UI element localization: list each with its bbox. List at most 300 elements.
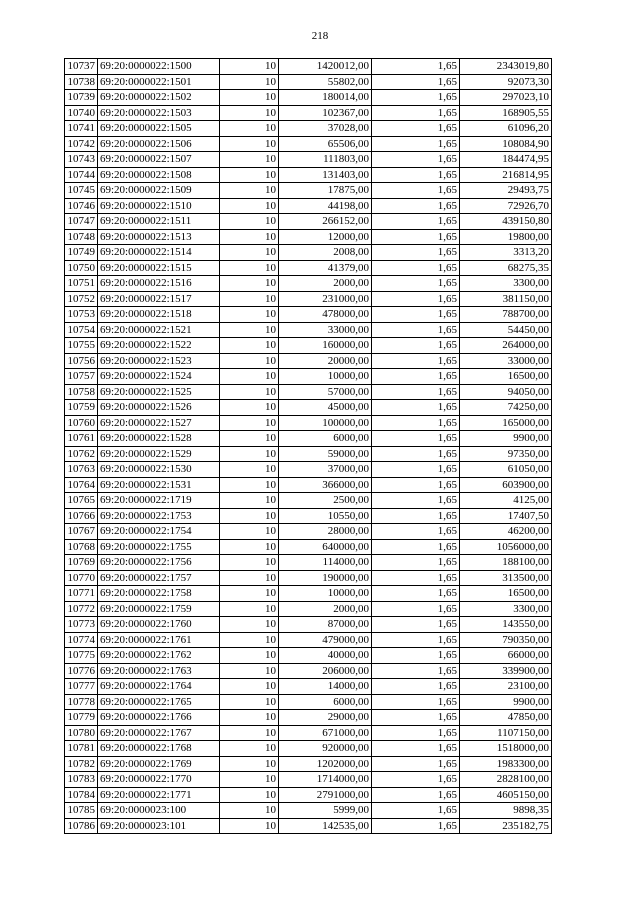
row-number-cell: 10757	[65, 369, 98, 385]
category-code-cell: 10	[220, 307, 279, 323]
page-number: 218	[311, 30, 329, 42]
cadastral-number-cell: 69:20:0000022:1769	[98, 756, 220, 772]
category-code-cell: 10	[220, 353, 279, 369]
table-row	[65, 74, 552, 90]
category-code-cell: 10	[220, 291, 279, 307]
area-cell: 2008,00	[279, 245, 372, 261]
category-code-cell: 10	[220, 493, 279, 509]
area-cell: 114000,00	[279, 555, 372, 571]
area-cell: 12000,00	[279, 229, 372, 245]
row-number-cell: 10780	[65, 725, 98, 741]
cadastral-number-cell: 69:20:0000022:1523	[98, 353, 220, 369]
cadastral-number-cell: 69:20:0000022:1753	[98, 508, 220, 524]
cadastral-number-cell: 69:20:0000022:1511	[98, 214, 220, 230]
category-code-cell: 10	[220, 183, 279, 199]
row-number-cell: 10785	[65, 803, 98, 819]
cadastral-number-cell: 69:20:0000022:1516	[98, 276, 220, 292]
cadastral-number-cell: 69:20:0000023:101	[98, 818, 220, 834]
category-code-cell: 10	[220, 74, 279, 90]
rate-cell: 1,65	[372, 617, 460, 633]
cadastral-number-cell: 69:20:0000022:1517	[98, 291, 220, 307]
category-code-cell: 10	[220, 586, 279, 602]
cadastral-number-cell: 69:20:0000022:1761	[98, 632, 220, 648]
category-code-cell: 10	[220, 198, 279, 214]
rate-cell: 1,65	[372, 679, 460, 695]
cadastral-number-cell: 69:20:0000022:1505	[98, 121, 220, 137]
table-row	[65, 307, 552, 323]
row-number-cell: 10761	[65, 431, 98, 447]
table-row	[65, 446, 552, 462]
rate-cell: 1,65	[372, 694, 460, 710]
table-row	[65, 121, 552, 137]
row-number-cell: 10774	[65, 632, 98, 648]
cadastral-number-cell: 69:20:0000022:1757	[98, 570, 220, 586]
table-row	[65, 710, 552, 726]
category-code-cell: 10	[220, 694, 279, 710]
table-row	[65, 663, 552, 679]
cadastral-number-cell: 69:20:0000022:1529	[98, 446, 220, 462]
table-row	[65, 818, 552, 834]
category-code-cell: 10	[220, 818, 279, 834]
cadastral-value-cell: 61050,00	[460, 462, 552, 478]
cadastral-number-cell: 69:20:0000022:1518	[98, 307, 220, 323]
rate-cell: 1,65	[372, 400, 460, 416]
table-row	[65, 338, 552, 354]
category-code-cell: 10	[220, 648, 279, 664]
cadastral-value-cell: 313500,00	[460, 570, 552, 586]
cadastral-value-cell: 66000,00	[460, 648, 552, 664]
cadastral-number-cell: 69:20:0000022:1758	[98, 586, 220, 602]
area-cell: 59000,00	[279, 446, 372, 462]
row-number-cell: 10778	[65, 694, 98, 710]
area-cell: 37000,00	[279, 462, 372, 478]
cadastral-value-cell: 3300,00	[460, 276, 552, 292]
row-number-cell: 10775	[65, 648, 98, 664]
row-number-cell: 10770	[65, 570, 98, 586]
row-number-cell: 10747	[65, 214, 98, 230]
cadastral-number-cell: 69:20:0000022:1509	[98, 183, 220, 199]
area-cell: 478000,00	[279, 307, 372, 323]
rate-cell: 1,65	[372, 152, 460, 168]
table-body	[65, 59, 552, 834]
cadastral-value-cell: 188100,00	[460, 555, 552, 571]
cadastral-number-cell: 69:20:0000022:1754	[98, 524, 220, 540]
row-number-cell: 10752	[65, 291, 98, 307]
cadastral-value-cell: 1056000,00	[460, 539, 552, 555]
cadastral-number-cell: 69:20:0000022:1513	[98, 229, 220, 245]
cadastral-value-cell: 9900,00	[460, 431, 552, 447]
row-number-cell: 10781	[65, 741, 98, 757]
rate-cell: 1,65	[372, 493, 460, 509]
row-number-cell: 10744	[65, 167, 98, 183]
cadastral-number-cell: 69:20:0000022:1503	[98, 105, 220, 121]
cadastral-value-cell: 1518000,00	[460, 741, 552, 757]
cadastral-number-cell: 69:20:0000022:1528	[98, 431, 220, 447]
row-number-cell: 10764	[65, 477, 98, 493]
cadastral-value-cell: 19800,00	[460, 229, 552, 245]
cadastral-number-cell: 69:20:0000022:1530	[98, 462, 220, 478]
rate-cell: 1,65	[372, 756, 460, 772]
row-number-cell: 10782	[65, 756, 98, 772]
rate-cell: 1,65	[372, 384, 460, 400]
row-number-cell: 10746	[65, 198, 98, 214]
category-code-cell: 10	[220, 756, 279, 772]
table-row	[65, 601, 552, 617]
row-number-cell: 10773	[65, 617, 98, 633]
cadastral-number-cell: 69:20:0000022:1526	[98, 400, 220, 416]
row-number-cell: 10756	[65, 353, 98, 369]
category-code-cell: 10	[220, 617, 279, 633]
cadastral-number-cell: 69:20:0000022:1766	[98, 710, 220, 726]
cadastral-number-cell: 69:20:0000022:1521	[98, 322, 220, 338]
row-number-cell: 10786	[65, 818, 98, 834]
rate-cell: 1,65	[372, 648, 460, 664]
category-code-cell: 10	[220, 632, 279, 648]
row-number-cell: 10737	[65, 59, 98, 75]
cadastral-value-cell: 3313,20	[460, 245, 552, 261]
cadastral-value-cell: 33000,00	[460, 353, 552, 369]
area-cell: 142535,00	[279, 818, 372, 834]
row-number-cell: 10768	[65, 539, 98, 555]
cadastral-value-cell: 23100,00	[460, 679, 552, 695]
table-row	[65, 198, 552, 214]
area-cell: 10000,00	[279, 586, 372, 602]
table-row	[65, 787, 552, 803]
category-code-cell: 10	[220, 338, 279, 354]
category-code-cell: 10	[220, 105, 279, 121]
cadastral-number-cell: 69:20:0000022:1760	[98, 617, 220, 633]
area-cell: 206000,00	[279, 663, 372, 679]
rate-cell: 1,65	[372, 214, 460, 230]
cadastral-number-cell: 69:20:0000022:1755	[98, 539, 220, 555]
rate-cell: 1,65	[372, 524, 460, 540]
table-row	[65, 648, 552, 664]
cadastral-number-cell: 69:20:0000022:1524	[98, 369, 220, 385]
area-cell: 1420012,00	[279, 59, 372, 75]
cadastral-value-cell: 72926,70	[460, 198, 552, 214]
row-number-cell: 10771	[65, 586, 98, 602]
rate-cell: 1,65	[372, 291, 460, 307]
cadastral-value-cell: 168905,55	[460, 105, 552, 121]
category-code-cell: 10	[220, 772, 279, 788]
category-code-cell: 10	[220, 369, 279, 385]
table-row	[65, 353, 552, 369]
cadastral-value-cell: 143550,00	[460, 617, 552, 633]
category-code-cell: 10	[220, 570, 279, 586]
row-number-cell: 10760	[65, 415, 98, 431]
row-number-cell: 10749	[65, 245, 98, 261]
cadastral-value-cell: 216814,95	[460, 167, 552, 183]
category-code-cell: 10	[220, 679, 279, 695]
rate-cell: 1,65	[372, 276, 460, 292]
table-row	[65, 245, 552, 261]
category-code-cell: 10	[220, 663, 279, 679]
rate-cell: 1,65	[372, 462, 460, 478]
area-cell: 57000,00	[279, 384, 372, 400]
cadastral-number-cell: 69:20:0000022:1501	[98, 74, 220, 90]
rate-cell: 1,65	[372, 338, 460, 354]
table-row	[65, 632, 552, 648]
category-code-cell: 10	[220, 214, 279, 230]
category-code-cell: 10	[220, 229, 279, 245]
area-cell: 6000,00	[279, 431, 372, 447]
category-code-cell: 10	[220, 59, 279, 75]
category-code-cell: 10	[220, 121, 279, 137]
row-number-cell: 10755	[65, 338, 98, 354]
cadastral-value-cell: 235182,75	[460, 818, 552, 834]
table-row	[65, 756, 552, 772]
rate-cell: 1,65	[372, 508, 460, 524]
cadastral-number-cell: 69:20:0000022:1506	[98, 136, 220, 152]
area-cell: 5999,00	[279, 803, 372, 819]
cadastral-value-cell: 1107150,00	[460, 725, 552, 741]
row-number-cell: 10745	[65, 183, 98, 199]
rate-cell: 1,65	[372, 198, 460, 214]
cadastral-number-cell: 69:20:0000022:1527	[98, 415, 220, 431]
table-row	[65, 694, 552, 710]
rate-cell: 1,65	[372, 59, 460, 75]
rate-cell: 1,65	[372, 803, 460, 819]
rate-cell: 1,65	[372, 710, 460, 726]
table-row	[65, 462, 552, 478]
cadastral-value-cell: 297023,10	[460, 90, 552, 106]
table-row	[65, 508, 552, 524]
row-number-cell: 10758	[65, 384, 98, 400]
cadastral-number-cell: 69:20:0000022:1764	[98, 679, 220, 695]
table-row	[65, 555, 552, 571]
table-row	[65, 772, 552, 788]
area-cell: 28000,00	[279, 524, 372, 540]
table-row	[65, 260, 552, 276]
table-row	[65, 524, 552, 540]
row-number-cell: 10750	[65, 260, 98, 276]
cadastral-value-cell: 17407,50	[460, 508, 552, 524]
category-code-cell: 10	[220, 787, 279, 803]
area-cell: 40000,00	[279, 648, 372, 664]
category-code-cell: 10	[220, 555, 279, 571]
cadastral-number-cell: 69:20:0000022:1522	[98, 338, 220, 354]
cadastral-value-cell: 94050,00	[460, 384, 552, 400]
area-cell: 29000,00	[279, 710, 372, 726]
rate-cell: 1,65	[372, 105, 460, 121]
cadastral-value-cell: 108084,90	[460, 136, 552, 152]
row-number-cell: 10738	[65, 74, 98, 90]
cadastral-value-cell: 381150,00	[460, 291, 552, 307]
cadastral-value-cell: 47850,00	[460, 710, 552, 726]
category-code-cell: 10	[220, 90, 279, 106]
table-row	[65, 431, 552, 447]
category-code-cell: 10	[220, 741, 279, 757]
table-row	[65, 214, 552, 230]
row-number-cell: 10739	[65, 90, 98, 106]
area-cell: 17875,00	[279, 183, 372, 199]
row-number-cell: 10759	[65, 400, 98, 416]
rate-cell: 1,65	[372, 229, 460, 245]
cadastral-number-cell: 69:20:0000022:1759	[98, 601, 220, 617]
table-row	[65, 291, 552, 307]
category-code-cell: 10	[220, 601, 279, 617]
row-number-cell: 10742	[65, 136, 98, 152]
rate-cell: 1,65	[372, 601, 460, 617]
category-code-cell: 10	[220, 803, 279, 819]
rate-cell: 1,65	[372, 570, 460, 586]
table-row	[65, 679, 552, 695]
area-cell: 479000,00	[279, 632, 372, 648]
row-number-cell: 10753	[65, 307, 98, 323]
cadastral-number-cell: 69:20:0000022:1525	[98, 384, 220, 400]
rate-cell: 1,65	[372, 632, 460, 648]
cadastral-number-cell: 69:20:0000022:1515	[98, 260, 220, 276]
area-cell: 100000,00	[279, 415, 372, 431]
category-code-cell: 10	[220, 322, 279, 338]
cadastral-value-cell: 9898,35	[460, 803, 552, 819]
cadastral-value-cell: 92073,30	[460, 74, 552, 90]
table-row	[65, 136, 552, 152]
cadastral-value-cell: 54450,00	[460, 322, 552, 338]
cadastral-value-cell: 97350,00	[460, 446, 552, 462]
table-row	[65, 152, 552, 168]
table-row	[65, 276, 552, 292]
row-number-cell: 10779	[65, 710, 98, 726]
cadastral-number-cell: 69:20:0000022:1507	[98, 152, 220, 168]
area-cell: 231000,00	[279, 291, 372, 307]
area-cell: 266152,00	[279, 214, 372, 230]
row-number-cell: 10763	[65, 462, 98, 478]
table-row	[65, 229, 552, 245]
row-number-cell: 10777	[65, 679, 98, 695]
cadastral-value-table	[64, 58, 552, 834]
cadastral-number-cell: 69:20:0000022:1510	[98, 198, 220, 214]
cadastral-number-cell: 69:20:0000023:100	[98, 803, 220, 819]
cadastral-number-cell: 69:20:0000022:1531	[98, 477, 220, 493]
cadastral-value-cell: 339900,00	[460, 663, 552, 679]
cadastral-value-cell: 790350,00	[460, 632, 552, 648]
cadastral-value-cell: 61096,20	[460, 121, 552, 137]
category-code-cell: 10	[220, 245, 279, 261]
rate-cell: 1,65	[372, 74, 460, 90]
table-row	[65, 586, 552, 602]
cadastral-value-cell: 46200,00	[460, 524, 552, 540]
area-cell: 131403,00	[279, 167, 372, 183]
cadastral-value-cell: 788700,00	[460, 307, 552, 323]
category-code-cell: 10	[220, 276, 279, 292]
cadastral-value-cell: 3300,00	[460, 601, 552, 617]
area-cell: 65506,00	[279, 136, 372, 152]
rate-cell: 1,65	[372, 586, 460, 602]
area-cell: 920000,00	[279, 741, 372, 757]
cadastral-number-cell: 69:20:0000022:1508	[98, 167, 220, 183]
area-cell: 1714000,00	[279, 772, 372, 788]
table-row	[65, 90, 552, 106]
table-row	[65, 322, 552, 338]
table-row	[65, 725, 552, 741]
rate-cell: 1,65	[372, 663, 460, 679]
cadastral-value-cell: 4605150,00	[460, 787, 552, 803]
row-number-cell: 10767	[65, 524, 98, 540]
cadastral-number-cell: 69:20:0000022:1502	[98, 90, 220, 106]
area-cell: 45000,00	[279, 400, 372, 416]
rate-cell: 1,65	[372, 446, 460, 462]
cadastral-value-cell: 165000,00	[460, 415, 552, 431]
category-code-cell: 10	[220, 152, 279, 168]
cadastral-value-cell: 603900,00	[460, 477, 552, 493]
area-cell: 14000,00	[279, 679, 372, 695]
table-row	[65, 400, 552, 416]
rate-cell: 1,65	[372, 183, 460, 199]
table-row	[65, 384, 552, 400]
table-row	[65, 167, 552, 183]
cadastral-value-cell: 16500,00	[460, 586, 552, 602]
rate-cell: 1,65	[372, 539, 460, 555]
area-cell: 2791000,00	[279, 787, 372, 803]
table-row	[65, 105, 552, 121]
table-row	[65, 803, 552, 819]
table-row	[65, 415, 552, 431]
area-cell: 190000,00	[279, 570, 372, 586]
cadastral-number-cell: 69:20:0000022:1768	[98, 741, 220, 757]
cadastral-value-cell: 74250,00	[460, 400, 552, 416]
area-cell: 10000,00	[279, 369, 372, 385]
row-number-cell: 10783	[65, 772, 98, 788]
rate-cell: 1,65	[372, 167, 460, 183]
cadastral-number-cell: 69:20:0000022:1763	[98, 663, 220, 679]
area-cell: 2000,00	[279, 601, 372, 617]
row-number-cell: 10740	[65, 105, 98, 121]
area-cell: 10550,00	[279, 508, 372, 524]
area-cell: 160000,00	[279, 338, 372, 354]
rate-cell: 1,65	[372, 322, 460, 338]
cadastral-number-cell: 69:20:0000022:1770	[98, 772, 220, 788]
rate-cell: 1,65	[372, 818, 460, 834]
table-row	[65, 477, 552, 493]
category-code-cell: 10	[220, 136, 279, 152]
cadastral-number-cell: 69:20:0000022:1514	[98, 245, 220, 261]
rate-cell: 1,65	[372, 353, 460, 369]
rate-cell: 1,65	[372, 121, 460, 137]
table-row	[65, 570, 552, 586]
area-cell: 55802,00	[279, 74, 372, 90]
row-number-cell: 10769	[65, 555, 98, 571]
rate-cell: 1,65	[372, 555, 460, 571]
rate-cell: 1,65	[372, 90, 460, 106]
rate-cell: 1,65	[372, 136, 460, 152]
cadastral-value-cell: 16500,00	[460, 369, 552, 385]
table-row	[65, 539, 552, 555]
area-cell: 366000,00	[279, 477, 372, 493]
category-code-cell: 10	[220, 524, 279, 540]
row-number-cell: 10754	[65, 322, 98, 338]
category-code-cell: 10	[220, 415, 279, 431]
row-number-cell: 10772	[65, 601, 98, 617]
rate-cell: 1,65	[372, 307, 460, 323]
area-cell: 640000,00	[279, 539, 372, 555]
category-code-cell: 10	[220, 710, 279, 726]
rate-cell: 1,65	[372, 245, 460, 261]
area-cell: 102367,00	[279, 105, 372, 121]
cadastral-value-cell: 439150,80	[460, 214, 552, 230]
row-number-cell: 10765	[65, 493, 98, 509]
category-code-cell: 10	[220, 167, 279, 183]
category-code-cell: 10	[220, 508, 279, 524]
rate-cell: 1,65	[372, 260, 460, 276]
row-number-cell: 10748	[65, 229, 98, 245]
category-code-cell: 10	[220, 539, 279, 555]
area-cell: 180014,00	[279, 90, 372, 106]
table-row	[65, 59, 552, 75]
cadastral-number-cell: 69:20:0000022:1719	[98, 493, 220, 509]
rate-cell: 1,65	[372, 431, 460, 447]
area-cell: 44198,00	[279, 198, 372, 214]
